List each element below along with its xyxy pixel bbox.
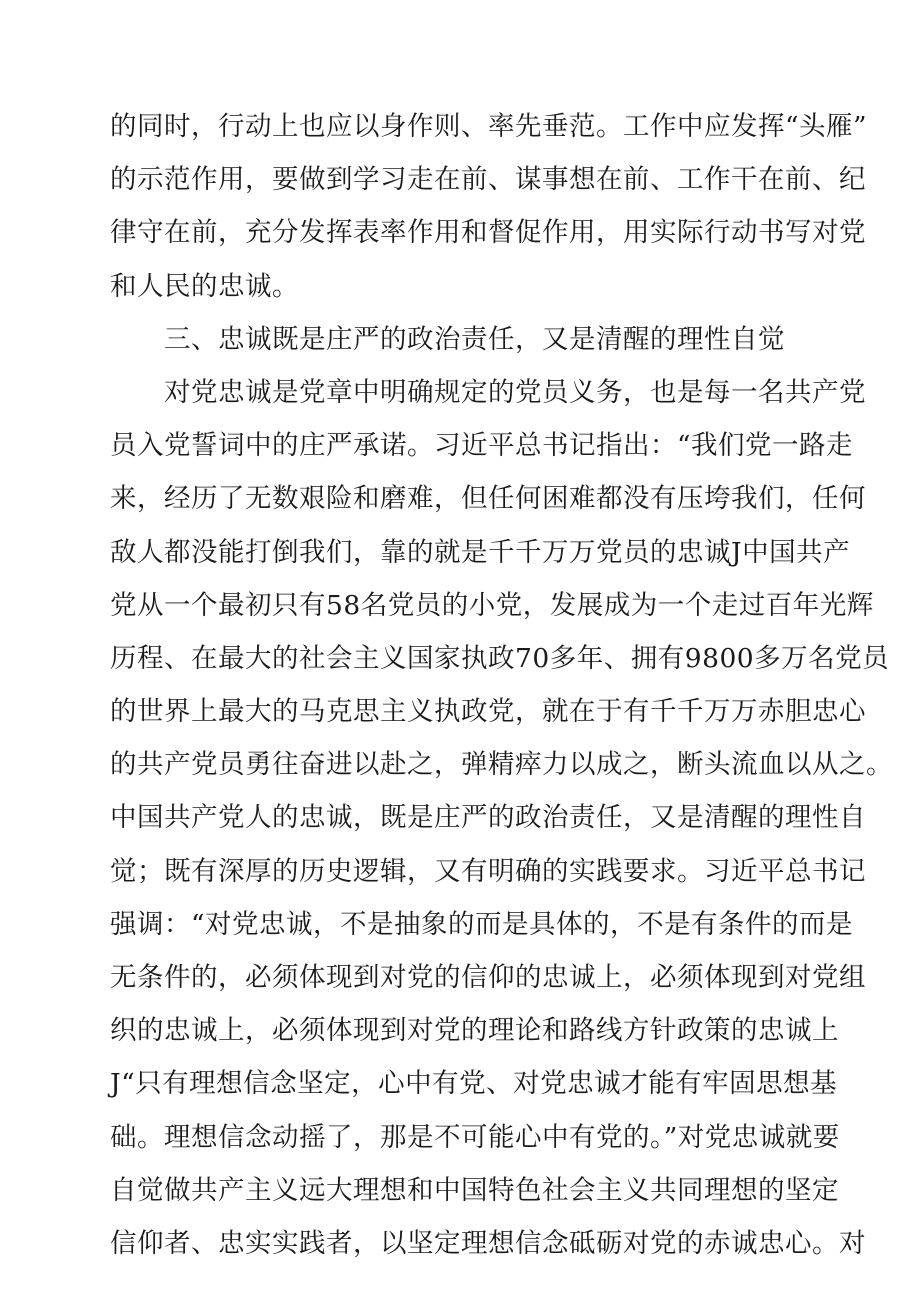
text-line: 敌人都没能打倒我们，靠的就是千千万万党员的忠诚J中国共产 (110, 536, 851, 568)
text-line: 的世界上最大的马克思主义执政党，就在于有千千万万赤胆忠心 (110, 696, 866, 728)
text-line: 础。理想信念动摇了，那是不可能心中有党的。”对党忠诚就要 (110, 1121, 840, 1153)
section-heading: 三、忠诚既是庄严的政治责任，又是清醒的理性自觉 (164, 323, 785, 355)
text-line: J“只有理想信念坚定，心中有党、对党忠诚才能有牢固思想基 (110, 1068, 838, 1100)
text-line: 历程、在最大的社会主义国家执政70多年、拥有9800多万名党员 (110, 642, 890, 674)
text-line: 自觉做共产主义远大理想和中国特色社会主义共同理想的坚定 (110, 1174, 839, 1206)
text-line: 员入党誓词中的庄严承诺。习近平总书记指出：“我们党一路走 (110, 430, 854, 462)
text-line: 的同时，行动上也应以身作则、率先垂范。工作中应发挥“头雁” (110, 111, 868, 142)
text-line: 中国共产党人的忠诚，既是庄严的政治责任，又是清醒的理性自 (110, 802, 866, 834)
text-line: 和人民的忠诚。 (110, 270, 299, 302)
document-body (110, 106, 893, 1276)
text-line: 对党忠诚是党章中明确规定的党员义务，也是每一名共产党 (164, 376, 866, 408)
text-line: 的示范作用，要做到学习走在前、谋事想在前、工作干在前、纪 (110, 164, 866, 196)
text-line: 来，经历了无数艰险和磨难，但任何困难都没有压垮我们，任何 (110, 483, 866, 515)
text-line: 党从一个最初只有58名党员的小党，发展成为一个走过百年光辉 (110, 589, 874, 621)
text-line: 觉；既有深厚的历史逻辑，又有明确的实践要求。习近平总书记 (110, 855, 866, 887)
text-line: 无条件的，必须体现到对党的信仰的忠诚上，必须体现到对党组 (110, 962, 866, 993)
text-line: 信仰者、忠实实践者，以坚定理想信念砥砺对党的赤诚忠心。对 (110, 1227, 866, 1259)
text-line: 强调：“对党忠诚，不是抽象的而是具体的，不是有条件的而是 (110, 908, 854, 940)
text-line: 律守在前，充分发挥表率作用和督促作用，用实际行动书写对党 (110, 217, 866, 249)
text-line: 的共产党员勇往奋进以赴之，弹精瘁力以成之，断头流血以从之。 (110, 749, 893, 781)
text-line: 织的忠诚上，必须体现到对党的理论和路线方针政策的忠诚上 (110, 1015, 839, 1047)
